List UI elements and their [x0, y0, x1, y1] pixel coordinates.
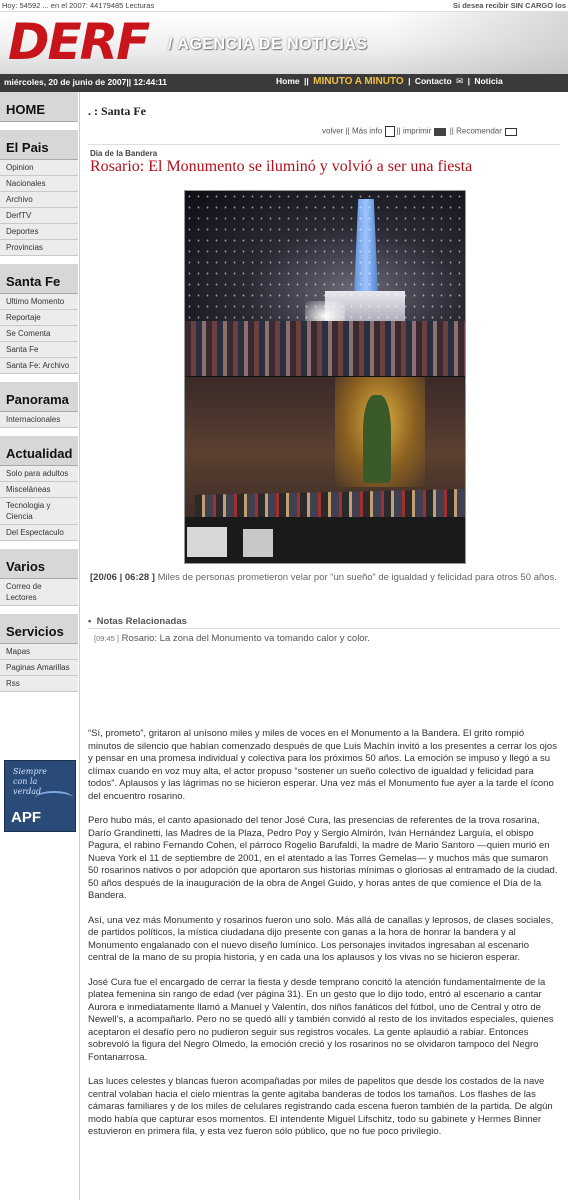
article-tools: volver || Más info || imprimir || Recomendar — [322, 126, 518, 137]
reading-counter: Hoy: 54592 ... en el 2007: 44179485 Lecturas — [2, 1, 155, 10]
sidebar-item[interactable]: Se Comenta — [0, 326, 78, 342]
sidebar-gap — [0, 256, 79, 264]
sidebar-item[interactable]: Paginas Amarillas — [0, 660, 78, 676]
stage-speaker — [243, 529, 273, 557]
article-paragraph: Las luces celestes y blancas fueron acompañadas por miles de papelitos que desde los costados de la nave central volaban hacia el cielo mientras la gente agitaba banderas de todos los tamaños. Los flashes de las cámaras familiares y de los miles de celulares registrando cada escena fueron también de la partida. De algún modo había que capturar esos momentos. El intendente Miguel Lifschitz, todo su gabinete y Hermes Binner estuvieron en primera fila, y esta vez fueron sólo público, que no fue poco privilegio. — [88, 1076, 553, 1137]
sidebar-item[interactable]: Rss — [0, 676, 78, 692]
mas-info-link[interactable]: Más info — [351, 126, 383, 136]
sidebar-section-title[interactable]: Panorama — [0, 382, 78, 412]
related-notes-label: Notas Relacionadas — [96, 616, 187, 627]
article-photo — [184, 190, 466, 564]
related-note-time: [09:45 ] — [94, 634, 120, 643]
nav-contacto-link[interactable]: Contacto — [414, 76, 452, 86]
nav-noticias-link[interactable]: Noticia — [474, 76, 503, 86]
sidebar-gap — [0, 428, 79, 436]
confetti — [185, 191, 466, 321]
article-headline: Rosario: El Monumento se iluminó y volvió a ser una fiesta — [90, 158, 473, 175]
nav-separator: | — [408, 76, 411, 86]
divider — [88, 144, 560, 145]
sidebar-section-title[interactable]: Santa Fe — [0, 264, 78, 294]
date-time: miércoles, 20 de junio de 2007|| 12:44:11 — [4, 77, 168, 87]
article-paragraph: José Cura fue el encargado de cerrar la fiesta y desde temprano concitó la atención fundamentalmente de la platea femenina sin rango de edad (ver página 31). En un gesto que lo dijo todo, entró al escenario a cantar Aurora e inmediatamente llamó a Manuel y Valentín, dos niños fanáticos del fútbol, uno de Central y otro de Newell’s, a acompañarlo. Pero no se quedó allí y también convidó al resto de los invitados especiales, quienes aceptaron el desafío pero no pudieron seguir sus registros vocales. La gente aplaudió a rabiar. Entonces sobrevoló la figura del Negro Olmedo, la emoción creció y los rosarinos no se olvidaron tampoco del Negro Fontanarrosa. — [88, 976, 554, 1063]
sidebar-item[interactable]: Santa Fe — [0, 342, 78, 358]
imprimir-link[interactable]: imprimir — [402, 126, 432, 136]
apf-banner[interactable] — [4, 760, 76, 832]
sidebar-item[interactable]: Del Espectaculo — [0, 525, 78, 541]
apf-logo: APF — [11, 809, 41, 826]
apf-slogan-line: con la — [13, 777, 38, 786]
nav-bar — [0, 74, 568, 92]
printer-icon[interactable] — [434, 128, 446, 136]
sidebar-item[interactable]: Archivo — [0, 192, 78, 208]
statue — [363, 395, 391, 483]
sidebar-item[interactable]: Reportaje — [0, 310, 78, 326]
article-paragraph: Pero hubo más, el canto apasionado del tenor José Cura, las presencias de referentes de la trova rosarina, Darío Grandinetti, las Madres de la Plaza, Pedro Poy y Sergio Almirón, Iván Hernández Larguía, el obispo Pagura, el rabino Fernando Cohen, el párroco Rogelio Barufaldi, la madre de Mario Santoro —quien murió en Nueva York el 11 de septiembre de 2001, en el atentado a las Torres Gemelas— y muchos más que sumaron 50 rosarinos nativos o por adopción que aportaron sus historias mínimas o gloriosas al entramado de la ciudad. 50 años después de la inauguración de la obra de Angel Guido, y horas antes de que comience el Día de la Bandera. — [88, 815, 558, 901]
envelope-icon[interactable] — [505, 128, 517, 136]
caption-timestamp: [20/06 | 06:28 ] — [90, 572, 155, 583]
related-note[interactable] — [94, 633, 370, 644]
sidebar-item[interactable]: Misceláneas — [0, 482, 78, 498]
nav-minuto-link[interactable]: MINUTO A MINUTO — [313, 76, 404, 87]
related-note-link[interactable]: Rosario: La zona del Monumento va tomando calor y color. — [121, 633, 370, 644]
sidebar-item[interactable]: Tecnologia y Ciencia — [0, 498, 78, 525]
nav-links — [276, 76, 505, 87]
stage-photo — [185, 377, 466, 564]
sidebar-item[interactable]: Nacionales — [0, 176, 78, 192]
stage-floor — [185, 517, 466, 564]
sidebar-section-title[interactable]: Actualidad — [0, 436, 78, 466]
apf-slogan-line: Siempre — [13, 767, 48, 776]
photo-caption — [90, 572, 558, 584]
crowd — [185, 321, 466, 376]
apf-swirl-graphic — [35, 791, 73, 805]
related-notes-title: • Notas Relacionadas — [88, 616, 187, 627]
monument-night-photo — [185, 191, 466, 376]
section-title: . : Santa Fe — [88, 104, 146, 118]
sidebar-item[interactable]: Opinion — [0, 160, 78, 176]
pdf-icon[interactable] — [385, 126, 395, 137]
sidebar-item[interactable]: Mapas — [0, 644, 78, 660]
article-paragraph: Así, una vez más Monumento y rosarinos fueron uno solo. Más allá de canallas y leprosos, de clases sociales, de partidos políticos, la mística ciudadana dijo presente con ganas a la hora de honrar la bandera y al Monumento engalanado con el nuevo diseño lumínico. Los personajes invitados ingresaban al escenario central de la mano de su propia historia, y en cada una los aplausos y los vivas no se hicieron esperar. — [88, 914, 554, 963]
sidebar-item[interactable]: Solo para adultos — [0, 466, 78, 482]
sidebar-gap — [0, 374, 79, 382]
nav-home-link[interactable]: Home — [276, 76, 300, 86]
nav-separator: || — [304, 76, 309, 86]
subscribe-link[interactable]: Si desea recibir SIN CARGO los — [453, 1, 566, 10]
sidebar — [0, 92, 80, 1200]
apf-slogan-line: verdad — [13, 787, 42, 796]
sidebar-section-title[interactable]: El Pais — [0, 130, 78, 160]
sidebar-home-link[interactable]: HOME — [0, 92, 78, 122]
sidebar-gap — [0, 122, 79, 130]
sidebar-section-title[interactable]: Servicios — [0, 614, 78, 644]
sidebar-section-title[interactable]: Varios — [0, 549, 78, 579]
sidebar-item[interactable]: DerfTV — [0, 208, 78, 224]
agency-title: / AGENCIA DE NOTICIAS — [168, 36, 368, 53]
top-strip — [0, 0, 568, 12]
site-header — [0, 12, 568, 74]
sidebar-gap — [0, 606, 79, 614]
article-kicker: Día de la Bandera — [90, 149, 158, 158]
sidebar-item[interactable]: Santa Fe: Archivo — [0, 358, 78, 374]
article-body — [88, 728, 558, 1151]
sidebar-gap — [0, 541, 79, 549]
divider — [88, 628, 560, 629]
sidebar-item[interactable]: Deportes — [0, 224, 78, 240]
caption-text: Miles de personas prometieron velar por “un sueño” de igualdad y felicidad para otros 50 años. — [157, 572, 557, 583]
recomendar-link[interactable]: Recomendar — [456, 126, 502, 136]
derf-logo[interactable]: DERF — [8, 13, 149, 71]
sidebar-item[interactable]: Ultimo Momento — [0, 294, 78, 310]
sidebar-item[interactable]: Correo de Lectores — [0, 579, 78, 606]
nav-separator: | — [467, 76, 470, 86]
sidebar-item[interactable]: Internacionales — [0, 412, 78, 428]
mail-icon: ✉ — [456, 76, 464, 86]
header-decoration — [388, 12, 568, 74]
stage-speaker — [187, 527, 227, 557]
sidebar-item[interactable]: Provincias — [0, 240, 78, 256]
volver-link[interactable]: volver — [322, 126, 344, 136]
article-paragraph: “Sí, prometo”, gritaron al unísono miles y miles de voces en el Monumento a la Bandera. El grito rompió minutos de silencio que habían comenzado después de que Luis Machín invitó a los presentes a cerrar los ojos y pensar en una promesa individual y colectiva para los próximos 50 años. La emoción se impuso y llegó a su clímax cuando en voz muy alta, el actor propuso “sostener un sueño colectivo de igualdad y felicidad para todos”. Aplausos y las lágrimas no se hicieron esperar. Una vez más el Monumento fue ayer a la tarde el ícono del encuentro rosarino. — [88, 728, 557, 802]
